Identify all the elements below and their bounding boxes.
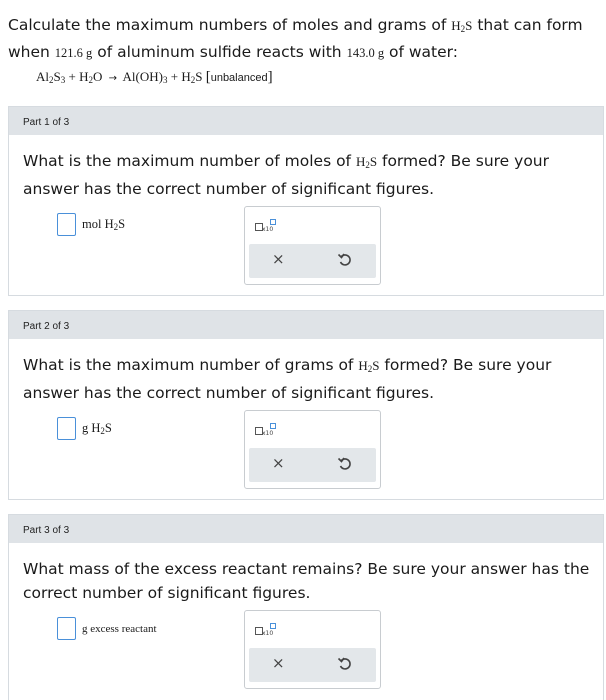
part-1-panel [8,106,604,296]
part-3-question: What mass of the excess reactant remains? Be sure your answer has the correct number of significant figures. [23,560,590,602]
part-3-unit: g excess reactant [82,622,157,635]
undo-icon[interactable] [336,655,354,673]
part-2-panel [8,310,604,500]
problem-statement: Calculate the maximum numbers of moles and grams of $H_2S$ that can form when 121.6 g of aluminum sulfide reacts with 143.0 g of water: [8,16,583,61]
part-2-header: Part 2 of 3 [9,311,603,339]
part-2-answer-input[interactable] [57,417,76,440]
part-2-question: What is the maximum number of grams of $H_2S$ formed? Be sure your answer has the correct number of significant figures. [23,356,552,402]
clear-icon[interactable]: × [272,250,285,268]
scientific-notation-icon[interactable]: x10 [255,422,277,438]
part-3-header: Part 3 of 3 [9,515,603,543]
scientific-notation-icon[interactable]: x10 [255,218,277,234]
part-3-toolbar [249,648,376,682]
part-2-unit: g $H_2S$ [82,421,112,436]
part-1-header: Part 1 of 3 [9,107,603,135]
scientific-notation-icon[interactable]: x10 [255,622,277,638]
part-1-unit: mol $H_2S$ [82,217,126,232]
part-1-answer-input[interactable] [57,213,76,236]
unbalanced-note: unbalanced [210,72,268,84]
clear-icon[interactable]: × [272,654,285,672]
part-3-panel [8,514,604,700]
part-1-question: What is the maximum number of moles of $H_2S$ formed? Be sure your answer has the correct number of significant figures. [23,152,550,198]
part-2-tool-panel [244,410,381,489]
mass-aluminum-sulfide: 121.6 g [54,46,93,60]
part-2-toolbar [249,448,376,482]
part-3-tool-panel [244,610,381,689]
part-3-answer-input[interactable] [57,617,76,640]
part-1-toolbar [249,244,376,278]
undo-icon[interactable] [336,251,354,269]
part-1-tool-panel [244,206,381,285]
undo-icon[interactable] [336,455,354,473]
reaction-arrow: → [108,73,117,84]
clear-icon[interactable]: × [272,454,285,472]
chemical-equation: $Al_2S_3 + H_2O \to Al(OH)_3 + H_2S$ [unbalanced] [36,69,273,85]
mass-water: 143.0 g [346,46,385,60]
